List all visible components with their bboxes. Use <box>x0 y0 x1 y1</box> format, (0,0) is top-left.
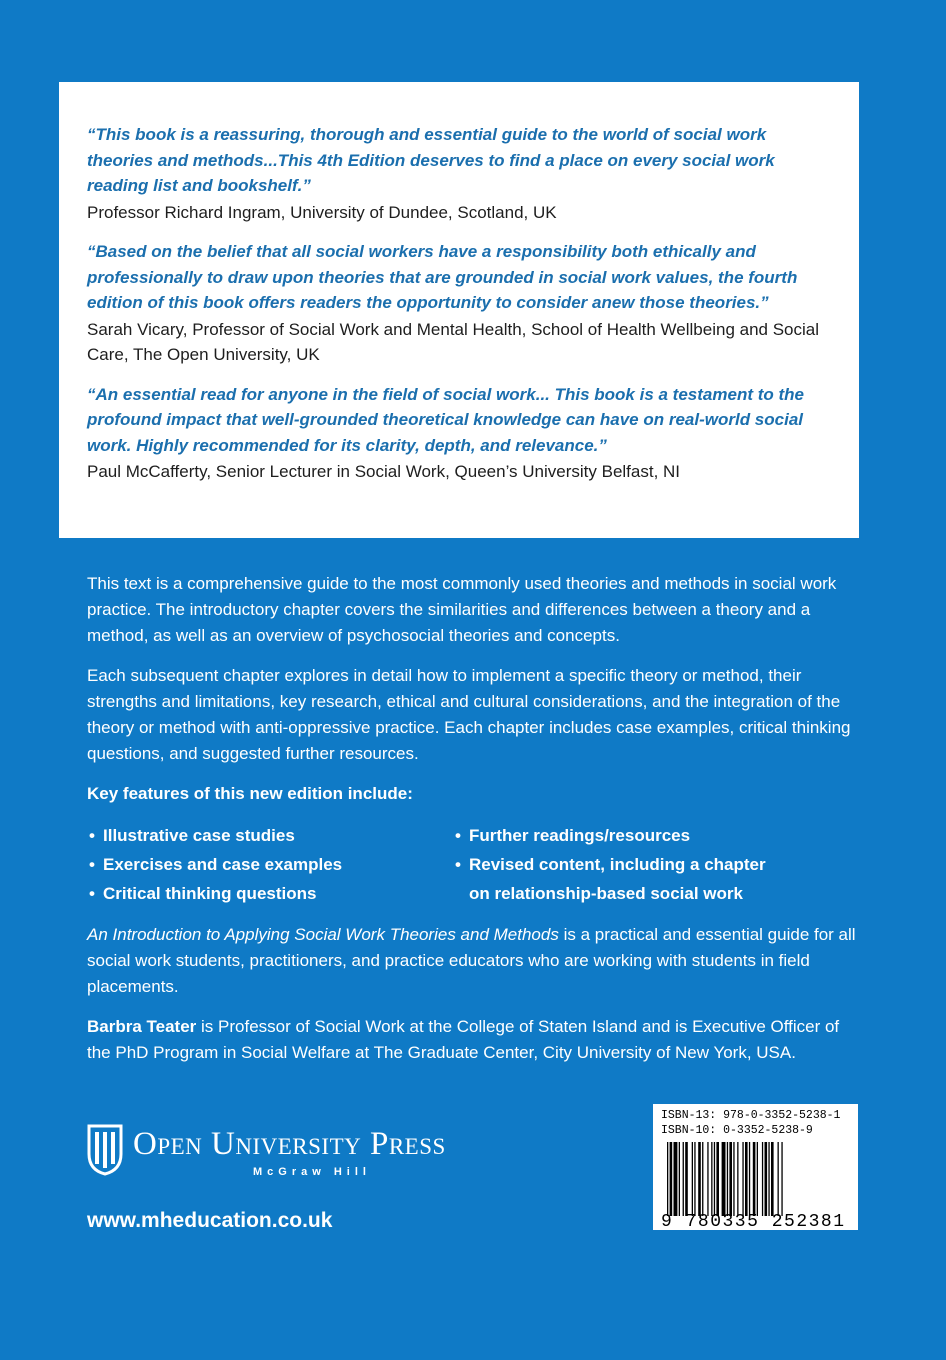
summary-paragraph <box>87 922 867 1000</box>
feature-item: • Illustrative case studies <box>87 821 453 850</box>
features-column-left <box>87 821 453 908</box>
isbn-barcode <box>653 1104 858 1230</box>
description-paragraph: Each subsequent chapter explores in detail how to implement a specific theory or method, their strengths and limitations, key research, ethical and cultural considerations, and the integration of the theory or method with anti-oppressive practice. Each chapter includes case examples, critical thinking questions, and suggested further resources. <box>87 666 851 763</box>
author-bio <box>87 1014 867 1066</box>
testimonial-attribution: Paul McCafferty, Senior Lecturer in Social Work, Queen’s University Belfast, NI <box>87 462 681 481</box>
website-url[interactable]: www.mheducation.co.uk <box>87 1209 333 1232</box>
feature-item: • Exercises and case examples <box>87 850 453 879</box>
author-name: Barbra Teater <box>87 1017 197 1036</box>
shield-logo-icon <box>87 1124 123 1176</box>
testimonial-attribution: Sarah Vicary, Professor of Social Work and Mental Health, School of Health Wellbeing and Social Care, The Open University, UK <box>87 319 820 364</box>
testimonial <box>87 382 831 485</box>
barcode-icon <box>661 1142 850 1216</box>
testimonial <box>87 122 831 225</box>
summary-text: is a practical and essential guide for all social work students, practitioners, and practice educators who are working with students in field placements. <box>87 925 856 996</box>
description-paragraph: This text is a comprehensive guide to the most commonly used theories and methods in social work practice. The introductory chapter covers the similarities and differences between a theory and a method, as well as an overview of psychosocial theories and concepts. <box>87 574 837 645</box>
testimonials-panel <box>59 82 859 538</box>
testimonial-attribution: Professor Richard Ingram, University of Dundee, Scotland, UK <box>87 202 557 222</box>
feature-item-continuation: on relationship-based social work <box>469 884 743 903</box>
isbn-13: ISBN-13: 978-0-3352-5238-1 <box>661 1109 841 1122</box>
feature-item: • Further readings/resources <box>453 821 853 850</box>
features-heading: Key features of this new edition include: <box>87 784 413 803</box>
publisher-logo <box>87 1124 527 1184</box>
feature-item: • Critical thinking questions <box>87 879 453 908</box>
author-bio-text: is Professor of Social Work at the College of Staten Island and is Executive Officer of the PhD Program in Social Welfare at The Graduate Center, City University of New York, USA. <box>87 1017 840 1062</box>
features-list <box>87 821 867 908</box>
barcode-digits: 9 780335 252381 <box>661 1212 846 1232</box>
isbn-10: ISBN-10: 0-3352-5238-9 <box>661 1124 813 1137</box>
testimonial-quote: “An essential read for anyone in the field of social work... This book is a testament to the profound impact that well-grounded theoretical knowledge can have on real-world social work. Highly recommended for its clarity, depth, and relevance.” <box>87 384 804 455</box>
testimonial-quote: “This book is a reassuring, thorough and essential guide to the world of social work theories and methods...This 4th Edition deserves to find a place on every social work reading list and bookshelf.” <box>87 125 775 195</box>
publisher-name: Open University Press <box>133 1126 446 1162</box>
testimonial-quote: “Based on the belief that all social workers have a responsibility both ethically and professionally to draw upon theories that are grounded in social work values, the fourth edition of this book offers readers the opportunity to consider anew those theories.” <box>87 242 798 312</box>
publisher-subtitle: McGraw Hill <box>253 1166 371 1178</box>
features-column-right <box>453 821 853 908</box>
book-title: An Introduction to Applying Social Work Theories and Methods <box>87 925 559 944</box>
testimonial <box>87 239 831 368</box>
feature-item: • Revised content, including a chapter <box>453 850 853 879</box>
book-description <box>87 571 867 1080</box>
